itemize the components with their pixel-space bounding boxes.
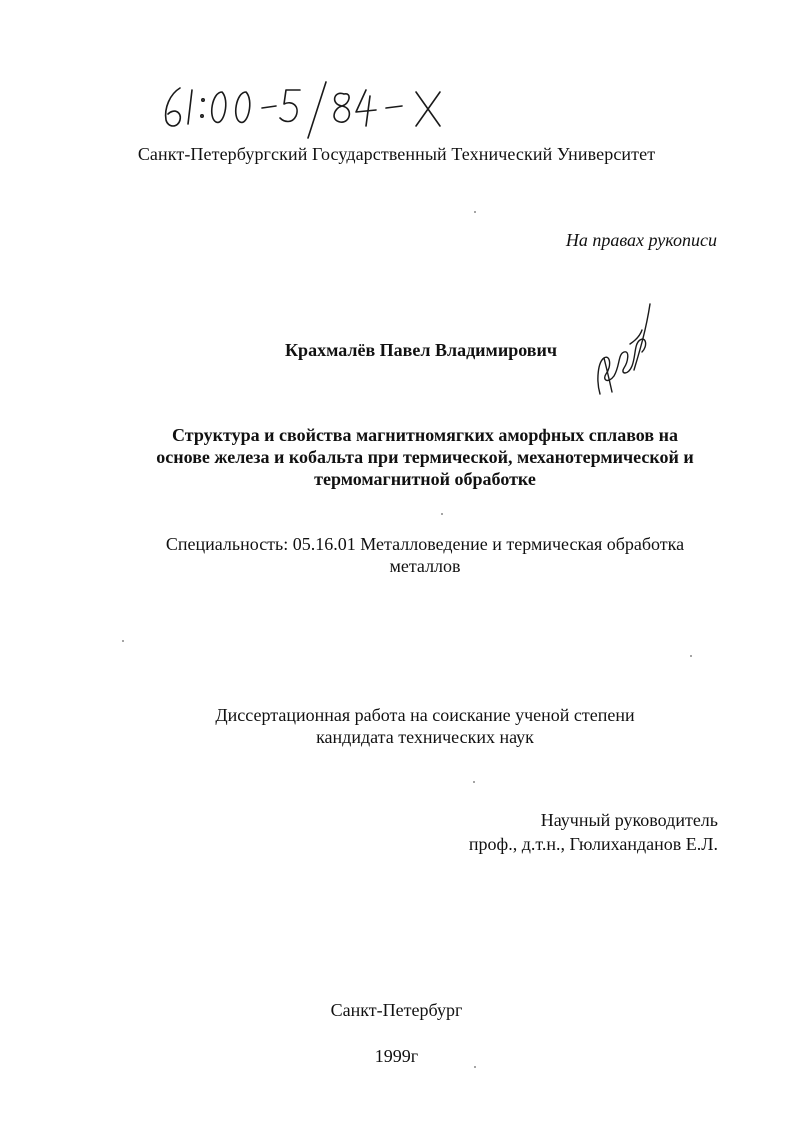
degree-line: Диссертационная работа на соискание ученой степени (215, 705, 635, 725)
title-line: основе железа и кобальта при термической, механотермической и (156, 447, 694, 467)
city: Санкт-Петербург (330, 1000, 463, 1020)
title-line: термомагнитной обработке (314, 469, 536, 489)
scan-speck (122, 640, 124, 642)
scan-speck (474, 211, 476, 213)
supervisor-name: проф., д.т.н., Гюлиханданов Е.Л. (468, 834, 718, 854)
author-name: Крахмалёв Павел Владимирович (285, 340, 557, 360)
specialty (100, 533, 750, 577)
year: 1999г (374, 1046, 419, 1066)
author-signature (590, 300, 662, 400)
scan-speck (473, 781, 475, 783)
dissertation-title (100, 424, 750, 490)
specialty-line: Специальность: 05.16.01 Металловедение и термическая обработка (165, 534, 685, 554)
supervisor-block (469, 808, 718, 856)
dissertation-degree (100, 704, 750, 748)
scan-speck (690, 655, 692, 657)
title-line: Структура и свойства магнитномягких аморфных сплавов на (172, 425, 678, 445)
rights-note: На правах рукописи (565, 230, 717, 250)
supervisor-label: Научный руководитель (540, 810, 718, 830)
handwritten-archive-number (158, 78, 468, 144)
scan-speck (441, 513, 443, 515)
degree-line: кандидата технических наук (316, 727, 534, 747)
specialty-line: металлов (389, 556, 461, 576)
university-name: Санкт-Петербургский Государственный Технический Университет (137, 144, 656, 164)
scan-speck (474, 1066, 476, 1068)
